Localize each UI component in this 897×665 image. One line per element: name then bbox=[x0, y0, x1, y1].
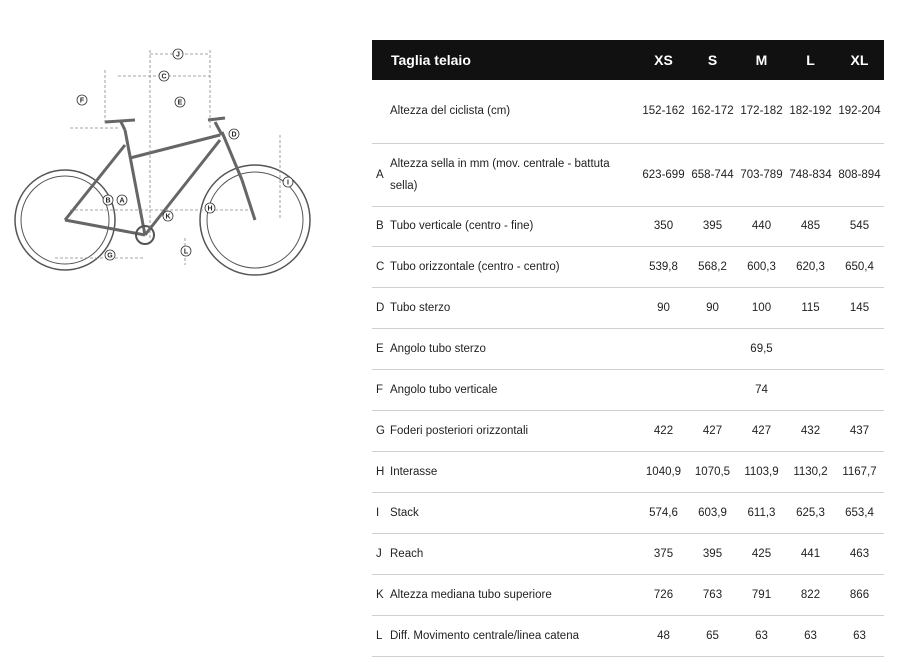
row-letter: D bbox=[372, 287, 390, 328]
diagram-label-f: F bbox=[79, 97, 85, 105]
cell-l: 620,3 bbox=[786, 246, 835, 287]
diagram-label-d: D bbox=[231, 131, 237, 139]
row-letter: B bbox=[372, 206, 390, 246]
table-row bbox=[372, 143, 884, 206]
cell-xs: 48 bbox=[639, 615, 688, 656]
row-label: Reach bbox=[390, 533, 639, 574]
cell-xs: 422 bbox=[639, 410, 688, 451]
cell-xs: 539,8 bbox=[639, 246, 688, 287]
cell-l: 748-834 bbox=[786, 143, 835, 206]
cell-xs: 623-699 bbox=[639, 143, 688, 206]
table-row bbox=[372, 410, 884, 451]
cell-xl: 463 bbox=[835, 533, 884, 574]
cell-s: 395 bbox=[688, 206, 737, 246]
cell-m: 1103,9 bbox=[737, 451, 786, 492]
row-letter: F bbox=[372, 369, 390, 410]
row-letter bbox=[372, 80, 390, 143]
row-label: Diff. Movimento centrale/linea catena bbox=[390, 615, 639, 656]
cell-l: 485 bbox=[786, 206, 835, 246]
cell-m: 440 bbox=[737, 206, 786, 246]
size-header-xs: XS bbox=[639, 40, 688, 80]
diagram-label-c: C bbox=[161, 73, 167, 81]
row-label: Stack bbox=[390, 492, 639, 533]
cell-xl: 866 bbox=[835, 574, 884, 615]
size-header-l: L bbox=[786, 40, 835, 80]
cell-m: 600,3 bbox=[737, 246, 786, 287]
cell-xl: 145 bbox=[835, 287, 884, 328]
table-row bbox=[372, 206, 884, 246]
cell-l: 63 bbox=[786, 615, 835, 656]
row-letter: E bbox=[372, 328, 390, 369]
cell-m: 63 bbox=[737, 615, 786, 656]
cell-xl: 650,4 bbox=[835, 246, 884, 287]
row-letter: J bbox=[372, 533, 390, 574]
row-label: Altezza sella in mm (mov. centrale - battuta sella) bbox=[390, 143, 639, 206]
row-label: Tubo sterzo bbox=[390, 287, 639, 328]
cell-s: 603,9 bbox=[688, 492, 737, 533]
cell-xs: 574,6 bbox=[639, 492, 688, 533]
cell-xs: 1040,9 bbox=[639, 451, 688, 492]
cell-xl: 808-894 bbox=[835, 143, 884, 206]
row-letter: K bbox=[372, 574, 390, 615]
table-row bbox=[372, 328, 884, 369]
bike-geometry-diagram bbox=[10, 40, 330, 290]
table-row bbox=[372, 574, 884, 615]
cell-xs: 152-162 bbox=[639, 80, 688, 143]
cell-xl: 437 bbox=[835, 410, 884, 451]
table-row bbox=[372, 246, 884, 287]
cell-m: 427 bbox=[737, 410, 786, 451]
cell-xl: 63 bbox=[835, 615, 884, 656]
cell-m: 791 bbox=[737, 574, 786, 615]
row-label: Tubo verticale (centro - fine) bbox=[390, 206, 639, 246]
table-row bbox=[372, 451, 884, 492]
cell-l: 625,3 bbox=[786, 492, 835, 533]
cell-m: 172-182 bbox=[737, 80, 786, 143]
table-row bbox=[372, 80, 884, 143]
cell-l: 115 bbox=[786, 287, 835, 328]
cell-l: 182-192 bbox=[786, 80, 835, 143]
cell-s: 658-744 bbox=[688, 143, 737, 206]
diagram-label-k: K bbox=[165, 213, 171, 221]
table-row bbox=[372, 533, 884, 574]
diagram-label-j: J bbox=[176, 51, 180, 59]
cell-m: 611,3 bbox=[737, 492, 786, 533]
size-header-s: S bbox=[688, 40, 737, 80]
row-label: Foderi posteriori orizzontali bbox=[390, 410, 639, 451]
table-header-row bbox=[372, 40, 884, 80]
row-letter: I bbox=[372, 492, 390, 533]
cell-xl: 192-204 bbox=[835, 80, 884, 143]
cell-s: 568,2 bbox=[688, 246, 737, 287]
diagram-label-i: I bbox=[287, 179, 289, 187]
table-row bbox=[372, 369, 884, 410]
diagram-label-g: G bbox=[107, 252, 113, 260]
size-header-xl: XL bbox=[835, 40, 884, 80]
diagram-label-a: A bbox=[119, 197, 125, 205]
cell-s: 1070,5 bbox=[688, 451, 737, 492]
cell-m: 703-789 bbox=[737, 143, 786, 206]
cell-xs: 350 bbox=[639, 206, 688, 246]
row-letter: G bbox=[372, 410, 390, 451]
cell-l: 441 bbox=[786, 533, 835, 574]
row-letter: A bbox=[372, 143, 390, 206]
diagram-label-h: H bbox=[207, 205, 213, 213]
cell-xs: 726 bbox=[639, 574, 688, 615]
table-row bbox=[372, 492, 884, 533]
merged-value-cell: 69,5 bbox=[639, 328, 884, 369]
cell-s: 427 bbox=[688, 410, 737, 451]
frame-size-table bbox=[372, 40, 884, 657]
cell-s: 65 bbox=[688, 615, 737, 656]
merged-value-cell: 74 bbox=[639, 369, 884, 410]
table-row bbox=[372, 287, 884, 328]
cell-s: 763 bbox=[688, 574, 737, 615]
cell-xs: 90 bbox=[639, 287, 688, 328]
cell-m: 100 bbox=[737, 287, 786, 328]
cell-s: 162-172 bbox=[688, 80, 737, 143]
cell-xl: 653,4 bbox=[835, 492, 884, 533]
diagram-label-e: E bbox=[177, 99, 183, 107]
row-label: Interasse bbox=[390, 451, 639, 492]
row-letter: H bbox=[372, 451, 390, 492]
cell-m: 425 bbox=[737, 533, 786, 574]
row-letter: L bbox=[372, 615, 390, 656]
cell-s: 90 bbox=[688, 287, 737, 328]
cell-xl: 545 bbox=[835, 206, 884, 246]
cell-xs: 375 bbox=[639, 533, 688, 574]
row-label: Tubo orizzontale (centro - centro) bbox=[390, 246, 639, 287]
frame bbox=[65, 118, 255, 235]
row-label: Angolo tubo verticale bbox=[390, 369, 639, 410]
frame-size-heading: Taglia telaio bbox=[372, 40, 639, 80]
table-row bbox=[372, 615, 884, 656]
row-letter: C bbox=[372, 246, 390, 287]
cell-s: 395 bbox=[688, 533, 737, 574]
cell-l: 822 bbox=[786, 574, 835, 615]
diagram-label-l: L bbox=[183, 248, 189, 256]
size-header-m: M bbox=[737, 40, 786, 80]
row-label: Altezza mediana tubo superiore bbox=[390, 574, 639, 615]
cell-xl: 1167,7 bbox=[835, 451, 884, 492]
cell-l: 432 bbox=[786, 410, 835, 451]
cell-l: 1130,2 bbox=[786, 451, 835, 492]
row-label: Altezza del ciclista (cm) bbox=[390, 80, 639, 143]
row-label: Angolo tubo sterzo bbox=[390, 328, 639, 369]
diagram-label-b: B bbox=[105, 197, 111, 205]
